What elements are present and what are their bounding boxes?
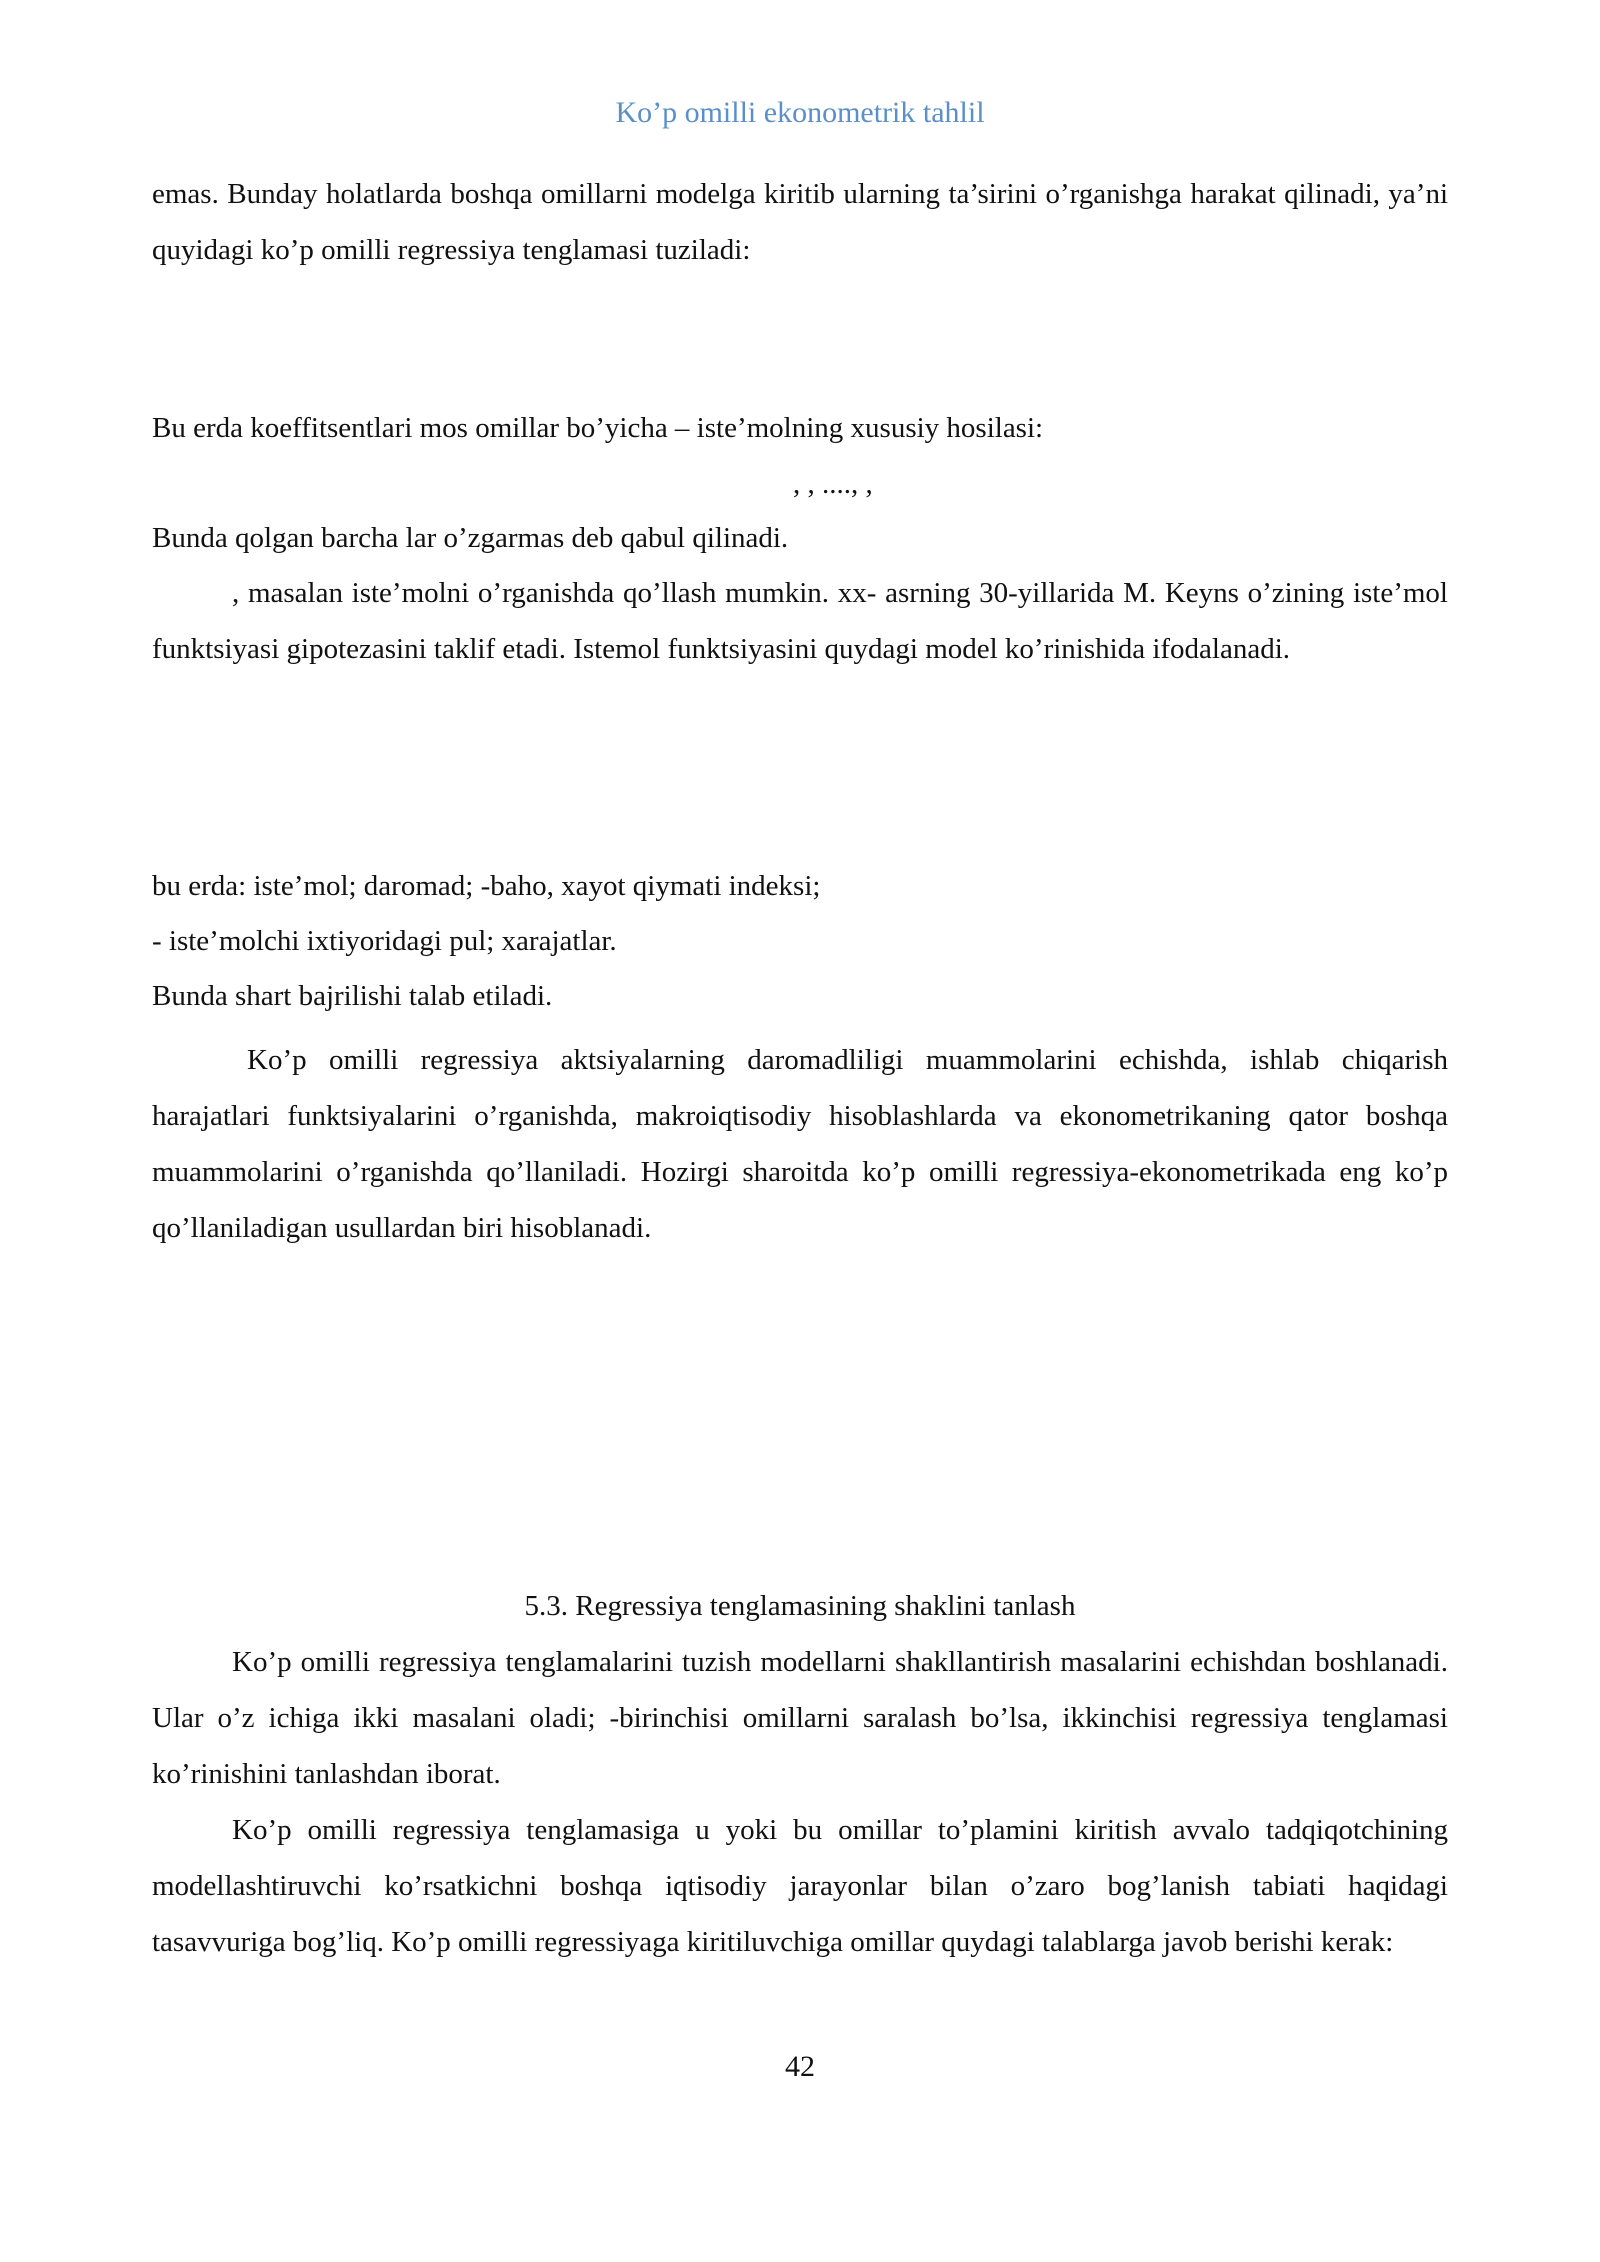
- paragraph-coefficients: Bu erda koeffitsentlari mos omillar bo’yicha – iste’molning xususiy hosilasi:: [152, 412, 1044, 444]
- paragraph-condition: Bunda shart bajrilishi talab etiladi.: [152, 980, 553, 1012]
- paragraph-variables: bu erda: iste’mol; daromad; -baho, xayot qiymati indeksi;: [152, 870, 821, 902]
- paragraph-intro: emas. Bunday holatlarda boshqa omillarni modelga kiritib ularning ta’sirini o’rganishga harakat qilinadi, ya’ni quyidagi ko’p omilli regressiya tenglamasi tuziladi:: [152, 178, 1448, 266]
- paragraph-modelling: Ko’p omilli regressiya tenglamalarini tuzish modellarni shakllantirish masalarini echishdan boshlanadi. Ular o’z ichiga ikki masalani oladi; -birinchisi omillarni saralash bo’lsa, ikkinchisi regressiya tenglamasi ko’rinishini tanlashdan iborat.: [152, 1646, 1448, 1790]
- formula-fragment: , , ...., ,: [793, 468, 873, 500]
- paragraph-applications: Ko’p omilli regressiya aktsiyalarning daromadliligi muammolarini echishda, ishlab chiqarish harajatlari funktsiyalarini o’rganishda, makroiqtisodiy hisoblashlarda va ekonometrikaning qator boshqa muammolarini o’rganishda qo’llaniladi. Hozirgi sharoitda ko’p omilli regressiya-ekonometrikada eng ko’p qo’llaniladigan usullardan biri hisoblanadi.: [152, 1044, 1448, 1244]
- section-heading: 5.3. Regressiya tenglamasining shaklini tanlash: [524, 1590, 1076, 1622]
- paragraph-factors: Ko’p omilli regressiya tenglamasiga u yoki bu omillar to’plamini kiritish avvalo tadqiqotchining modellashtiruvchi ko’rsatkichni boshqa iqtisodiy jarayonlar bilan o’zaro bog’lanish tabiati haqidagi tasavvuriga bog’liq. Ko’p omilli regressiyaga kiritiluvchiga omillar quydagi talablarga javob berishi kerak:: [152, 1814, 1448, 1958]
- page-header-title: Ko’p omilli ekonometrik tahlil: [615, 96, 985, 129]
- page-number: 42: [785, 2050, 815, 2083]
- paragraph-constant: Bunda qolgan barcha lar o’zgarmas deb qabul qilinadi.: [152, 522, 789, 554]
- paragraph-keynes: , masalan iste’molni o’rganishda qo’llash mumkin. xx- asrning 30-yillarida M. Keyns o’zining iste’mol funktsiyasi gipotezasini taklif etadi. Istemol funktsiyasini quydagi model ko’rinishida ifodalanadi.: [152, 577, 1448, 665]
- paragraph-money: - iste’molchi ixtiyoridagi pul; xarajatlar.: [152, 925, 617, 957]
